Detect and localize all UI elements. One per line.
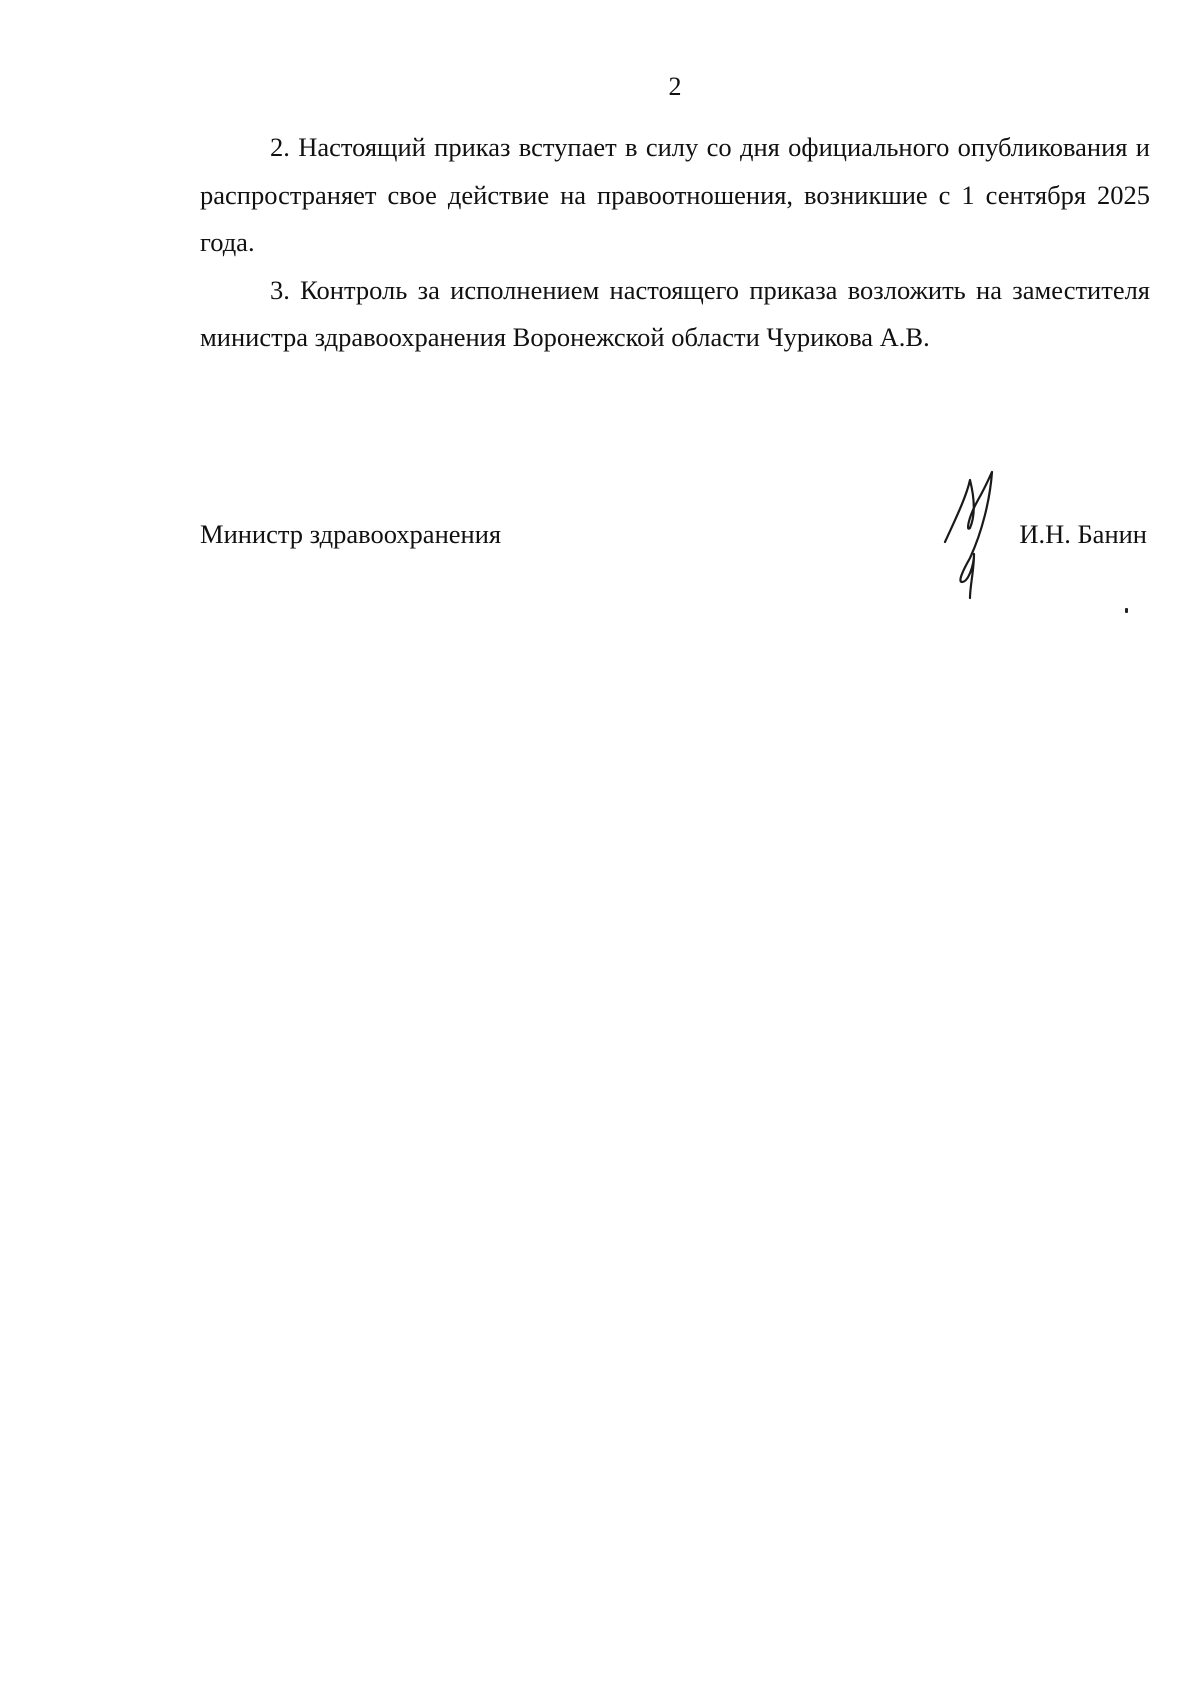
signatory-name: И.Н. Банин [1019, 519, 1147, 549]
page-number: 2 [668, 72, 682, 101]
paragraph-3: 3. Контроль за исполнением настоящего приказа возложить на заместителя министра здравоохранения Воронежской области Чурикова А.В. [200, 274, 1150, 352]
scan-speck [1125, 608, 1128, 613]
document-body [200, 124, 1150, 362]
paragraph-2: 2. Настоящий приказ вступает в силу со дня официального опубликования и распространяет свое действие на правоотношения, возникшие с 1 сентября 2025 года. [200, 132, 1150, 257]
handwritten-signature-icon [940, 470, 1010, 600]
signatory-position: Министр здравоохранения [200, 519, 502, 549]
